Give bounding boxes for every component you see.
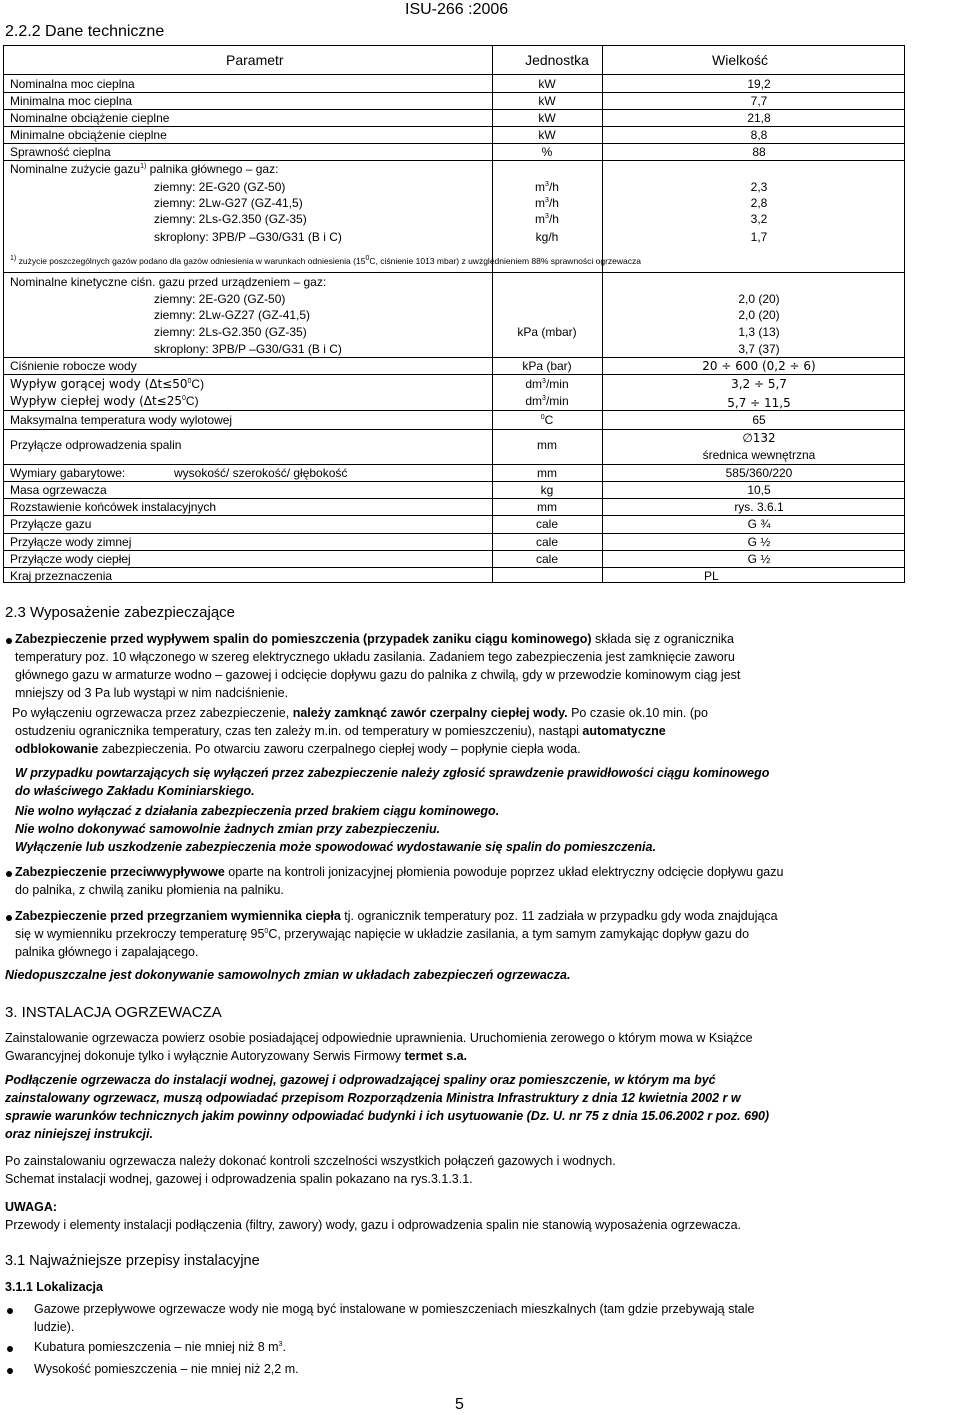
table-row-param: Przyłącze gazu [10,517,92,531]
warning-line: do właściwego Zakładu Kominiarskiego. [15,784,255,798]
column-header-unit: Jednostka [525,52,589,68]
flue-unit: mm [537,438,557,452]
table-row-param: Przyłącze wody zimnej [10,535,132,549]
list-item: ludzie). [34,1320,75,1334]
table-row-value: rys. 3.6.1 [734,500,784,514]
bullet-icon [6,871,12,877]
paragraph-line: Po wyłączeniu ogrzewacza przez zabezpieczenie, należy zamknąć zawór czerpalny ciepłej wody. Po czasie ok.10 min. (po [12,706,708,720]
paragraph-line: Schemat instalacji wodnej, gazowej i odprowadzenia spalin pokazano na rys.3.1.3.1. [5,1172,473,1186]
section-title: 2.2.2 Dane techniczne [5,23,165,40]
hot-water-param: Wypływ gorącej wody $(\Delta t\le 50^0C)$ [10,377,205,391]
max-temp-unit: $^0$C [540,413,554,427]
warm-water-param: Wypływ ciepłej wody $(\Delta t\le 25^0C)$ [10,394,199,408]
warning-line: W przypadku powtarzających się wyłączeń przez zabezpieczenie należy zgłosić sprawdzenie prawidłowości ciągu kominowego [15,766,770,780]
paragraph-line: temperatury poz. 10 włączonego w szereg elektrycznego układu zasilania. Zadaniem tego zabezpieczenia jest zamknięcie zaworu [15,650,735,664]
table-row-param: Rozstawienie końcówek instalacyjnych [10,500,217,514]
warm-water-value: 5,7 ÷ 11,5 [727,396,791,410]
bullet-icon [7,1308,13,1314]
paragraph-line: ostudzeniu ogranicznika temperatury, czas ten zależy m.in. od temperatury w pomieszczeniu), nastąpi automatyczne [15,724,666,738]
pressure-item-param: ziemny: 2Ls-G2.350 (GZ-35) [154,325,307,339]
paragraph-line: zainstalowany ogrzewacz, muszą odpowiadać przepisom Rozporządzenia Ministra Infrastruktury z dnia 12 kwietnia 2002 r w [5,1091,741,1105]
bullet-icon [6,915,12,921]
document-number: ISU-266 :2006 [405,1,509,18]
pressure-item-param: ziemny: 2Lw-GZ27 (GZ-41,5) [154,308,311,322]
paragraph-line: odblokowanie zabezpieczenia. Po otwarciu zaworu czerpalnego ciepłej wody – popłynie ciepła woda. [15,742,581,756]
gas-item-param: ziemny: 2Ls-G2.350 (GZ-35) [154,212,307,226]
section-heading: 3. INSTALACJA OGRZEWACZA [5,1004,222,1021]
list-item: Kubatura pomieszczenia – nie mniej niż 8 $m^3$. [34,1340,286,1354]
table-row-param: Minimalna moc cieplna [10,94,133,108]
paragraph-line: palnika głównego i zapalającego. [15,945,199,959]
table-row-value: 10,5 [747,483,771,497]
table-row-unit: kW [538,111,556,125]
paragraph-line: do palnika, z chwilą zaniku płomienia na palniku. [15,883,284,897]
note-heading: UWAGA: [5,1200,58,1214]
table-row-param: Przyłącze wody ciepłej [10,552,131,566]
pressure-item-value: 3,7 (37) [738,342,780,356]
table-row-unit: % [541,145,553,159]
gas-item-value: 3,2 [750,212,768,226]
gas-item-value: 2,3 [750,180,768,194]
flue-param: Przyłącze odprowadzenia spalin [10,438,182,452]
table-row-value: PL [704,569,719,583]
paragraph-line: Podłączenie ogrzewacza do instalacji wodnej, gazowej i odprowadzającej spaliny oraz pomieszczenie, w którym ma być [5,1073,716,1087]
dims-subparam: wysokość/ szerokość/ głębokość [174,466,348,480]
table-row-unit: kg [540,483,554,497]
gas-item-param: ziemny: 2Lw-G27 (GZ-41,5) [154,196,303,210]
gas-pressure-label: Nominalne kinetyczne ciśn. gazu przed urządzeniem – gaz: [10,275,327,289]
flue-value: ∅132 [742,431,776,445]
table-row-unit: kW [538,128,556,142]
gas-item-unit: $m^3/h$ [535,196,559,210]
gas-consumption-label: Nominalne zużycie gazu$^{1)}$ palnika głównego – gaz: [10,162,279,176]
flue-value-note: średnica wewnętrzna [702,448,816,462]
paragraph-line: mniejszy od 3 Pa lub wystąpi w nim nadciśnienie. [15,686,289,700]
subsection-heading: 3.1.1 Lokalizacja [5,1280,103,1294]
max-temp-value: 65 [752,413,766,427]
bullet-icon [6,638,12,644]
water-pressure-value: 20 ÷ 600 (0,2 ÷ 6) [702,359,816,373]
page-number: 5 [455,1396,464,1413]
pressure-item-value: 1,3 (13) [738,325,780,339]
table-row-value: G ½ [747,535,771,549]
warning-line: Wyłączenie lub uszkodzenie zabezpieczenia może spowodować wydostawanie się spalin do pomieszczenia. [15,840,656,854]
gas-item-unit: $m^3/h$ [535,212,559,226]
section-heading: 2.3 Wyposażenie zabezpieczające [5,604,236,621]
column-header-value: Wielkość [712,52,769,68]
table-row-param: Nominalna moc cieplna [10,77,135,91]
warm-water-unit: $dm^3/\min$ [525,394,569,408]
dims-unit: mm [537,466,557,480]
warning-line: Nie wolno dokonywać samowolnie żadnych zmian przy zabezpieczeniu. [15,822,441,836]
gas-item-param: ziemny: 2E-G20 (GZ-50) [154,180,286,194]
column-header-param: Parametr [226,52,284,68]
paragraph-line: Zabezpieczenie przeciwwypływowe oparte na kontroli jonizacyjnej płomienia powoduje poprzez układ elektryczny odcięcie dopływu gazu [15,865,784,879]
table-row-unit: cale [535,535,558,549]
max-temp-param: Maksymalna temperatura wody wylotowej [10,413,233,427]
table-row-value: 7,7 [750,94,768,108]
warning-line: Nie wolno wyłączać z działania zabezpieczenia przed brakiem ciągu kominowego. [15,804,500,818]
warning-line: Niedopuszczalne jest dokonywanie samowolnych zmian w układach zabezpieczeń ogrzewacza. [5,968,571,982]
paragraph-line: się w wymienniku przekroczy temperaturę $95^0C$, przerywając napięcie w układzie zasilania, a tym samym zamykając dopływ gazu do [15,927,750,941]
table-row-value: 19,2 [747,77,771,91]
water-pressure-unit: kPa (bar) [522,359,572,373]
table-row-value: 8,8 [750,128,768,142]
pressure-item-value: 2,0 (20) [738,308,780,322]
water-pressure-param: Ciśnienie robocze wody [10,359,137,373]
table-row-unit: mm [537,500,557,514]
gas-item-param: skroplony: 3PB/P –G30/G31 (B i C) [154,230,342,244]
technical-data-table [3,45,905,583]
hot-water-unit: $dm^3/\min$ [525,377,569,391]
paragraph-line: oraz niniejszej instrukcji. [5,1127,153,1141]
table-row-param: Minimalne obciążenie cieplne [10,128,167,142]
table-row-value: 88 [752,145,766,159]
bullet-icon [7,1346,13,1352]
footnote: $^{1)}$ zużycie poszczególnych gazów podano dla gazów odniesienia w warunkach odniesienia ($15^0C$, ciśnienie 1013 mbar) z uwzględnieniem 88% sprawności ogrzewacza [10,255,642,266]
table-row-value: G ½ [747,552,771,566]
table-row-param: Nominalne obciążenie cieplne [10,111,170,125]
bullet-icon [7,1368,13,1374]
gas-item-unit: $m^3/h$ [535,180,559,194]
dims-value: 585/360/220 [725,466,793,480]
pressure-item-value: 2,0 (20) [738,292,780,306]
dims-param: Wymiary gabarytowe: [10,466,126,480]
table-row-value: G ¾ [747,517,771,531]
table-row-unit: kW [538,77,556,91]
table-row-param: Masa ogrzewacza [10,483,107,497]
paragraph-line: Przewody i elementy instalacji podłączenia (filtry, zawory) wody, gazu i odprowadzenia spalin nie stanowią wyposażenia ogrzewacza. [5,1218,742,1232]
paragraph-line: Zabezpieczenie przed przegrzaniem wymiennika ciepła tj. ogranicznik temperatury poz. 11 zadziała w przypadku gdy woda znajdująca [15,909,778,923]
table-row-unit: cale [535,552,558,566]
gas-item-value: 1,7 [750,230,768,244]
pressure-item-param: ziemny: 2E-G20 (GZ-50) [154,292,286,306]
pressure-unit: kPa (mbar) [517,325,577,339]
table-row-unit: kW [538,94,556,108]
paragraph-line: Gwarancyjnej dokonuje tylko i wyłącznie Autoryzowany Serwis Firmowy termet s.a. [5,1049,467,1063]
hot-water-value: 3,2 ÷ 5,7 [731,377,787,391]
paragraph-line: Zainstalowanie ogrzewacza powierz osobie posiadającej odpowiednie uprawnienia. Uruchomienia zerowego o którym mowa w Książce [5,1031,753,1045]
list-item: Wysokość pomieszczenia – nie mniej niż 2,2 m. [34,1362,299,1376]
paragraph-line: Zabezpieczenie przed wypływem spalin do pomieszczenia (przypadek zaniku ciągu kominowego) składa się z ogranicznika [15,632,734,646]
table-row-param: Sprawność cieplna [10,145,111,159]
subsection-heading: 3.1 Najważniejsze przepisy instalacyjne [5,1253,260,1269]
paragraph-line: sprawie warunków technicznych jakim powinny odpowiadać budynki i ich usytuowanie (Dz. U. nr 75 z dnia 15.06.2002 r poz. 690) [5,1109,770,1123]
pressure-item-param: skroplony: 3PB/P –G30/G31 (B i C) [154,342,342,356]
gas-item-unit: kg/h [535,230,559,244]
gas-item-value: 2,8 [750,196,768,210]
table-row-param: Kraj przeznaczenia [10,569,113,583]
paragraph-line: Po zainstalowaniu ogrzewacza należy dokonać kontroli szczelności wszystkich połączeń gazowych i wodnych. [5,1154,616,1168]
paragraph-line: głównego gazu w armaturze wodno – gazowej i odcięcie dopływu gazu do palnika z chwilą, gdy w przewodzie kominowym ciąg jest [15,668,741,682]
table-row-value: 21,8 [747,111,771,125]
list-item: Gazowe przepływowe ogrzewacze wody nie mogą być instalowane w pomieszczeniach mieszkalnych (tam gdzie przebywają stale [34,1302,755,1316]
table-row-unit: cale [535,517,558,531]
